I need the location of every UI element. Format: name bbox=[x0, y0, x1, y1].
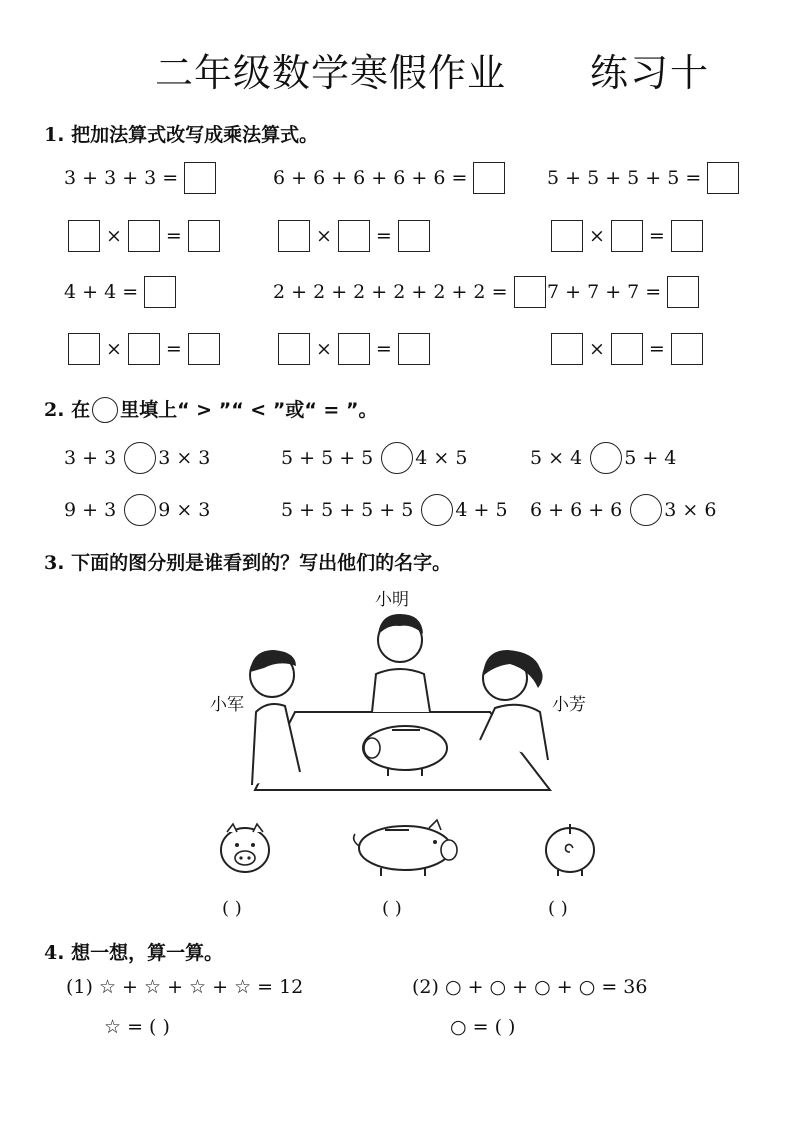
q4-part2-expression: (2) ○ + ○ + ○ + ○ = 36 bbox=[412, 976, 648, 998]
q1-multiplication: × = bbox=[278, 220, 430, 252]
answer-box[interactable] bbox=[188, 220, 220, 252]
q4-number: 4 bbox=[44, 942, 58, 964]
answer-box[interactable] bbox=[671, 220, 703, 252]
name-label-xiaoming: 小明 bbox=[375, 590, 409, 610]
answer-box[interactable] bbox=[551, 333, 583, 365]
answer-box[interactable] bbox=[68, 333, 100, 365]
q4-part2-answer[interactable]: ○ = ( ) bbox=[450, 1016, 516, 1038]
title-sub: 练习十 bbox=[590, 51, 711, 95]
q1-addition: 7 + 7 + 7 = bbox=[547, 276, 699, 308]
q1-addition: 5 + 5 + 5 + 5 = bbox=[547, 162, 739, 194]
q2-compare: 5 + 5 + 5 + 5 4 + 5 bbox=[281, 494, 508, 526]
compare-circle[interactable] bbox=[590, 442, 622, 474]
answer-box[interactable] bbox=[667, 276, 699, 308]
piggy-side-view bbox=[345, 818, 465, 880]
piggy-back-view bbox=[540, 818, 600, 878]
q1-multiplication: × = bbox=[278, 333, 430, 365]
q1-multiplication: × = bbox=[551, 220, 703, 252]
q3-heading: 3. 下面的图分别是谁看到的？写出他们的名字。 bbox=[44, 552, 452, 574]
answer-box[interactable] bbox=[398, 220, 430, 252]
q1-multiplication: × = bbox=[551, 333, 703, 365]
q2-compare: 9 + 3 9 × 3 bbox=[64, 494, 210, 526]
answer-box[interactable] bbox=[68, 220, 100, 252]
q2-number: 2 bbox=[44, 399, 58, 421]
q1-number: 1 bbox=[44, 124, 58, 146]
compare-circle[interactable] bbox=[381, 442, 413, 474]
q1-heading bbox=[44, 120, 318, 147]
answer-box[interactable] bbox=[278, 333, 310, 365]
q4-heading: 4. 想一想，算一算。 bbox=[44, 942, 224, 964]
q2-heading: 2. 在 里填上“ > ”“ < ”或“ = ”。 bbox=[44, 399, 378, 421]
answer-box[interactable] bbox=[707, 162, 739, 194]
compare-circle[interactable] bbox=[421, 494, 453, 526]
circle-icon bbox=[92, 397, 118, 423]
piggy-bank-center bbox=[363, 726, 447, 776]
answer-box[interactable] bbox=[473, 162, 505, 194]
q1-addition: 6 + 6 + 6 + 6 + 6 = bbox=[273, 162, 505, 194]
name-label-xiaofang: 小芳 bbox=[552, 695, 586, 715]
answer-box[interactable] bbox=[184, 162, 216, 194]
answer-box[interactable] bbox=[398, 333, 430, 365]
q1-addition: 2 + 2 + 2 + 2 + 2 + 2 = bbox=[273, 276, 546, 308]
q3-number: 3 bbox=[44, 552, 58, 574]
q4-part1-expression: (1) ☆ + ☆ + ☆ + ☆ = 12 bbox=[66, 976, 304, 998]
kid-right-figure bbox=[480, 650, 548, 760]
answer-box[interactable] bbox=[611, 333, 643, 365]
answer-paren[interactable]: ( ) bbox=[382, 898, 402, 919]
compare-circle[interactable] bbox=[124, 442, 156, 474]
answer-box[interactable] bbox=[671, 333, 703, 365]
q2-compare: 3 + 3 3 × 3 bbox=[64, 442, 210, 474]
q1-multiplication: × = bbox=[68, 333, 220, 365]
answer-box[interactable] bbox=[128, 220, 160, 252]
q4-part1-answer[interactable]: ☆ = ( ) bbox=[104, 1016, 170, 1038]
answer-box[interactable] bbox=[144, 276, 176, 308]
q2-compare: 5 × 4 5 + 4 bbox=[530, 442, 676, 474]
answer-box[interactable] bbox=[128, 333, 160, 365]
compare-circle[interactable] bbox=[124, 494, 156, 526]
answer-paren[interactable]: ( ) bbox=[548, 898, 568, 919]
answer-box[interactable] bbox=[338, 333, 370, 365]
answer-box[interactable] bbox=[338, 220, 370, 252]
answer-paren[interactable]: ( ) bbox=[222, 898, 242, 919]
piggy-front-view bbox=[215, 818, 275, 878]
answer-box[interactable] bbox=[278, 220, 310, 252]
q2-compare: 5 + 5 + 5 4 × 5 bbox=[281, 442, 467, 474]
q1-multiplication: × = bbox=[68, 220, 220, 252]
answer-box[interactable] bbox=[188, 333, 220, 365]
q1-text: . 把加法算式改写成乘法算式。 bbox=[57, 124, 319, 146]
compare-circle[interactable] bbox=[630, 494, 662, 526]
q1-addition: 4 + 4 = bbox=[64, 276, 176, 308]
answer-box[interactable] bbox=[611, 220, 643, 252]
q2-compare: 6 + 6 + 6 3 × 6 bbox=[530, 494, 716, 526]
page-title bbox=[0, 42, 800, 95]
answer-box[interactable] bbox=[551, 220, 583, 252]
title-main: 二年级数学寒假作业 bbox=[155, 51, 507, 95]
kids-table-illustration bbox=[0, 600, 800, 800]
answer-box[interactable] bbox=[514, 276, 546, 308]
q1-addition: 3 + 3 + 3 = bbox=[64, 162, 216, 194]
name-label-xiaojun: 小军 bbox=[210, 695, 244, 715]
kid-center-figure bbox=[372, 614, 430, 712]
